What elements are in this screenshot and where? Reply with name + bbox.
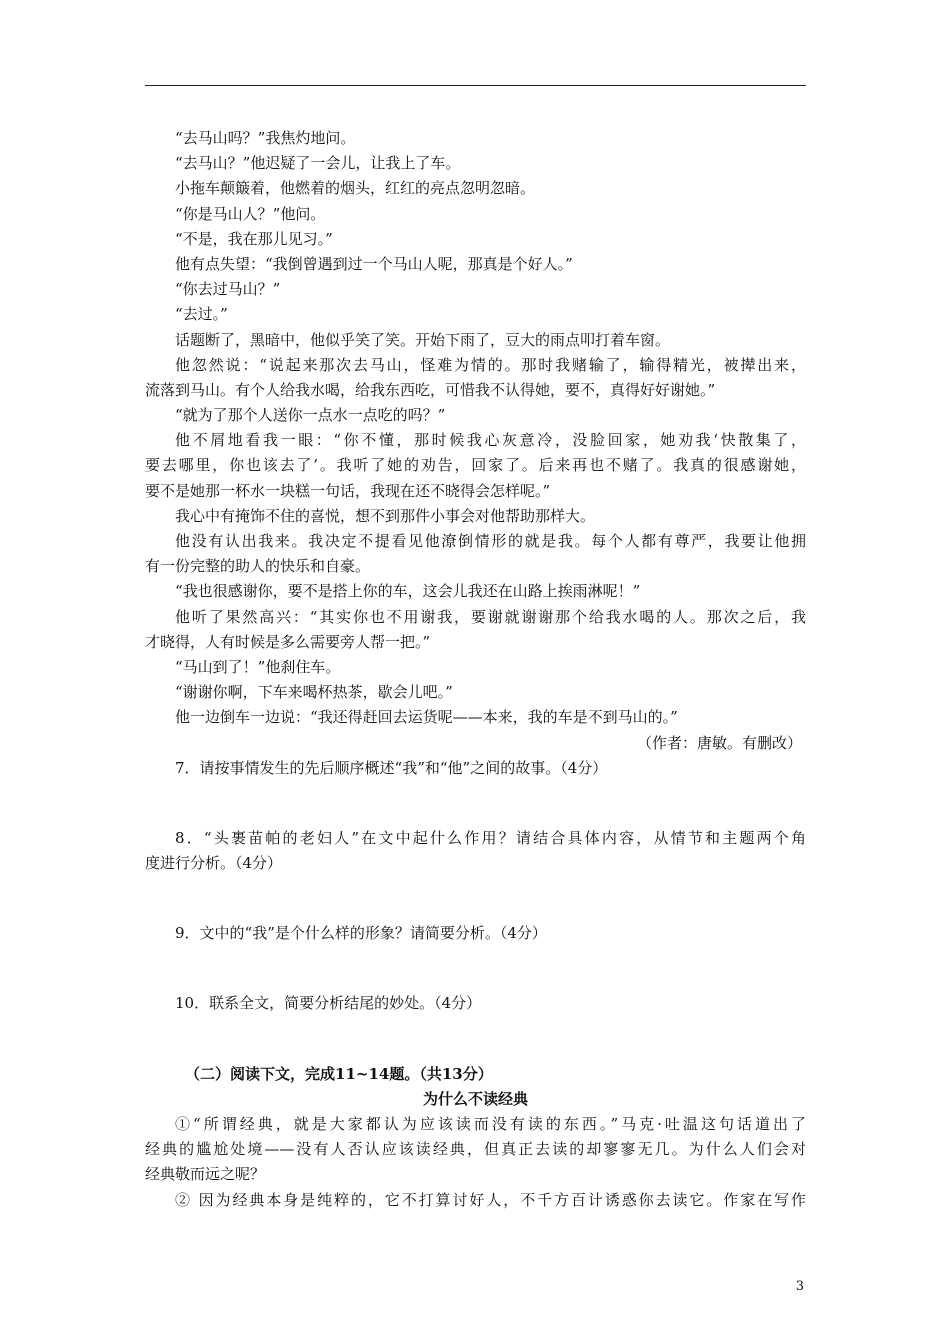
paragraph-line: “谢谢你啊，下车来喝杯热茶，歇会儿吧。” xyxy=(175,683,453,702)
question-7: 7．请按事情发生的先后顺序概述“我”和“他”之间的故事。（4分） xyxy=(175,758,608,777)
paragraph-line: 他不屑地看我一眼：“你不懂，那时候我心灰意冷，没脸回家，她劝我‘快散集了， xyxy=(175,431,806,450)
paragraph-line: “你去过马山？” xyxy=(175,280,281,299)
paragraph-line: 才晓得，人有时候是多么需要旁人帮一把。” xyxy=(145,632,431,651)
paragraph-line: 经典敬而远之呢？ xyxy=(145,1165,266,1184)
paragraph-line: 我心中有掩饰不住的喜悦，想不到那件小事会对他帮助那样大。 xyxy=(175,506,596,525)
paragraph-line: “我也很感谢你，要不是搭上你的车，这会儿我还在山路上挨雨淋呢！” xyxy=(175,582,641,601)
question-8: 8．“头裹苗帕的老妇人”在文中起什么作用？请结合具体内容，从情节和主题两个角 xyxy=(175,828,806,847)
paragraph-line: “去马山？”他迟疑了一会儿，让我上了车。 xyxy=(175,154,461,173)
paragraph-line: 他听了果然高兴：“其实你也不用谢我，要谢就谢谢那个给我水喝的人。那次之后，我 xyxy=(175,607,806,626)
paragraph-line: 他没有认出我来。我决定不提看见他潦倒情形的就是我。每个人都有尊严，我要让他拥 xyxy=(175,532,806,550)
paragraph-line: 有一份完整的助人的快乐和自豪。 xyxy=(145,557,371,576)
paragraph-line: 要去哪里，你也该去了’。我听了她的劝告，回家了。后来再也不赌了。我真的很感谢她， xyxy=(145,456,806,475)
paragraph-line: “马山到了！”他刹住车。 xyxy=(175,657,341,676)
paragraph-line: “不是，我在那儿见习。” xyxy=(175,229,333,248)
paragraph-line: ② 因为经典本身是纯粹的，它不打算讨好人，不千方百计诱惑你去读它。作家在写作 xyxy=(175,1190,806,1209)
article-title: 为什么不读经典 xyxy=(422,1089,528,1108)
paragraph-line: ①“所谓经典，就是大家都认为应该读而没有读的东西。”马克·吐温这句话道出了 xyxy=(175,1115,806,1133)
paragraph-line: “去马山吗？”我焦灼地问。 xyxy=(175,129,356,147)
paragraph-line: 他有点失望：“我倒曾遇到过一个马山人呢，那真是个好人。” xyxy=(175,254,573,273)
paragraph-line: 经典的尴尬处境——没有人否认应该读经典，但真正去读的却寥寥无几。为什么人们会对 xyxy=(145,1140,806,1159)
paragraph-line: 他忽然说：“说起来那次去马山，怪难为情的。那时我赌输了，输得精光，被撵出来， xyxy=(175,355,806,374)
question-9: 9．文中的“我”是个什么样的形象？请简要分析。（4分） xyxy=(175,924,547,943)
paragraph-line: “就为了那个人送你一点水一点吃的吗？” xyxy=(175,406,446,425)
paragraph-line: 流落到马山。有个人给我水喝，给我东西吃，可惜我不认得她，要不，真得好好谢她。” xyxy=(145,380,716,399)
page-number: 3 xyxy=(795,1279,804,1294)
question-8-cont: 度进行分析。（4分） xyxy=(145,854,283,873)
story-text xyxy=(145,126,806,731)
paragraph-line: “去过。” xyxy=(175,305,228,324)
paragraph-line: 话题断了，黑暗中，他似乎笑了笑。开始下雨了，豆大的雨点叩打着车窗。 xyxy=(175,330,671,349)
paragraph-line: 要不是她那一杯水一块糕一句话，我现在还不晓得会怎样呢。” xyxy=(145,481,551,500)
section-header: （二）阅读下文，完成11~14题。（共13分） xyxy=(185,1064,493,1083)
paragraph-line: “你是马山人？”他问。 xyxy=(175,204,326,223)
question-10: 10．联系全文，简要分析结尾的妙处。（4分） xyxy=(175,994,482,1013)
paragraph-line: 小拖车颠簸着，他燃着的烟头，红红的亮点忽明忽暗。 xyxy=(175,179,536,198)
page-content xyxy=(145,126,806,1213)
author-credit: （作者：唐敏。有删改） xyxy=(636,733,802,752)
article-text xyxy=(145,1112,806,1213)
header-rule xyxy=(145,85,806,86)
paragraph-line: 他一边倒车一边说：“我还得赶回去运货呢——本来，我的车是不到马山的。” xyxy=(175,708,678,727)
